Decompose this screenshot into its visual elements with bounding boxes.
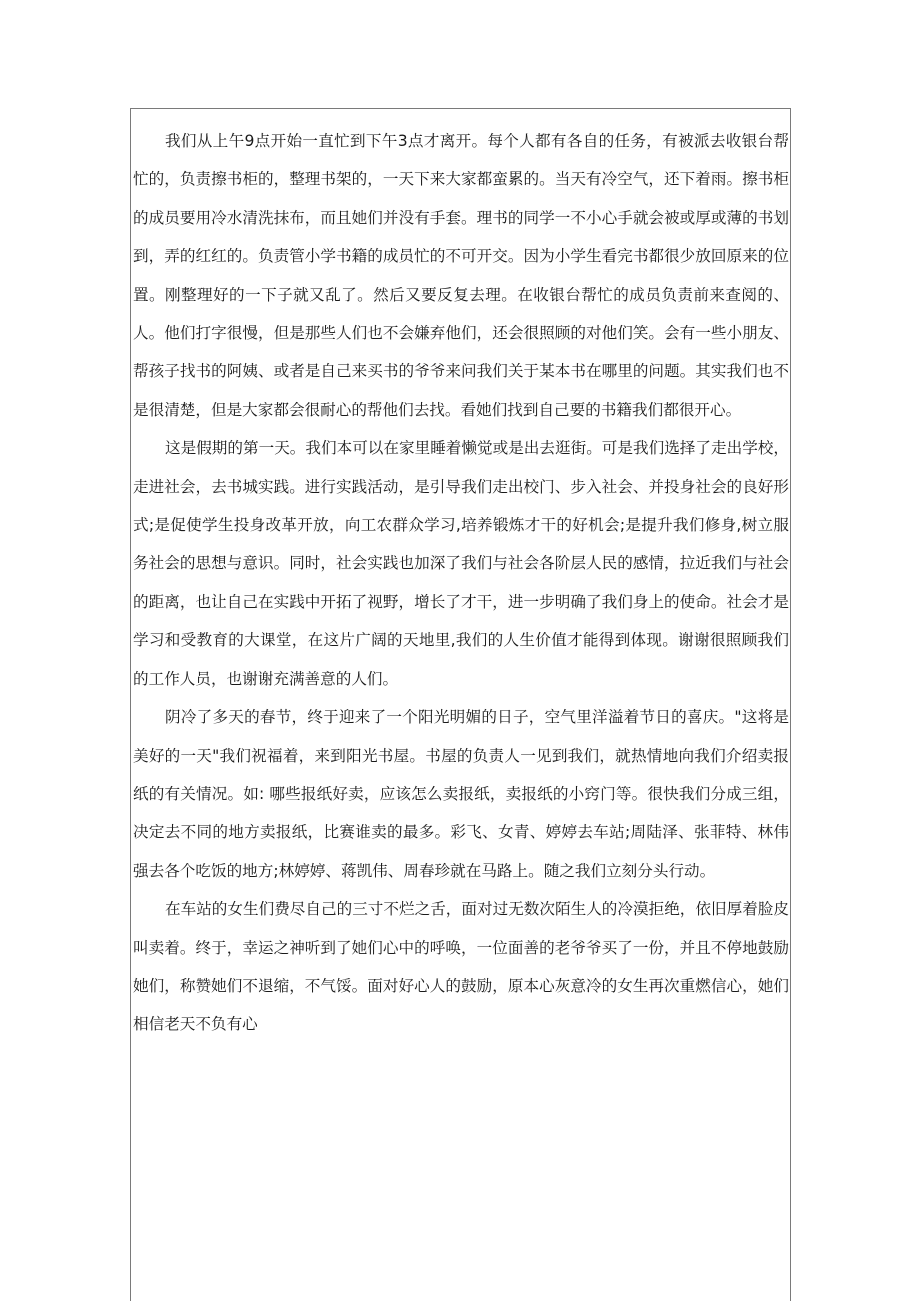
document-body — [133, 122, 789, 1044]
paragraph-2: 这是假期的第一天。我们本可以在家里睡着懒觉或是出去逛街。可是我们选择了走出学校，走进社会，去书城实践。进行实践活动，是引导我们走出校门、步入社会、并投身社会的良好形式;是促使学生投身改革开放，向工农群众学习,培养锻炼才干的好机会;是提升我们修身,树立服务社会的思想与意识。同时，社会实践也加深了我们与社会各阶层人民的感情，拉近我们与社会的距离，也让自己在实践中开拓了视野，增长了才干，进一步明确了我们身上的使命。社会才是学习和受教育的大课堂，在这片广阔的天地里,我们的人生价值才能得到体现。谢谢很照顾我们的工作人员，也谢谢充满善意的人们。 — [133, 439, 789, 688]
paragraph-1: 我们从上午9点开始一直忙到下午3点才离开。每个人都有各自的任务，有被派去收银台帮忙的，负责擦书柜的，整理书架的，一天下来大家都蛮累的。当天有冷空气，还下着雨。擦书柜的成员要用冷水清洗抹布，而且她们并没有手套。理书的同学一不小心手就会被或厚或薄的书划到，弄的红红的。负责管小学书籍的成员忙的不可开交。因为小学生看完书都很少放回原来的位置。刚整理好的一下子就又乱了。然后又要反复去理。在收银台帮忙的成员负责前来查阅的、人。他们打字很慢，但是那些人们也不会嫌弃他们，还会很照顾的对他们笑。会有一些小朋友、帮孩子找书的阿姨、或者是自己来买书的爷爷来问我们关于某本书在哪里的问题。其实我们也不是很清楚，但是大家都会很耐心的帮他们去找。看她们找到自己要的书籍我们都很开心。 — [133, 132, 789, 419]
paragraph-4: 在车站的女生们费尽自己的三寸不烂之舌，面对过无数次陌生人的冷漠拒绝，依旧厚着脸皮叫卖着。终于，幸运之神听到了她们心中的呼唤，一位面善的老爷爷买了一份，并且不停地鼓励她们，称赞她们不退缩，不气馁。面对好心人的鼓励，原本心灰意冷的女生再次重燃信心，她们相信老天不负有心 — [133, 900, 789, 1034]
paragraph-3: 阴冷了多天的春节，终于迎来了一个阳光明媚的日子，空气里洋溢着节日的喜庆。"这将是美好的一天"我们祝福着，来到阳光书屋。书屋的负责人一见到我们，就热情地向我们介绍卖报纸的有关情况。如: 哪些报纸好卖，应该怎么卖报纸，卖报纸的小窍门等。很快我们分成三组，决定去不同的地方卖报纸，比赛谁卖的最多。彩飞、女青、婷婷去车站;周陆泽、张菲特、林伟强去各个吃饭的地方;林婷婷、蒋凯伟、周春珍就在马路上。随之我们立刻分头行动。 — [133, 708, 789, 880]
